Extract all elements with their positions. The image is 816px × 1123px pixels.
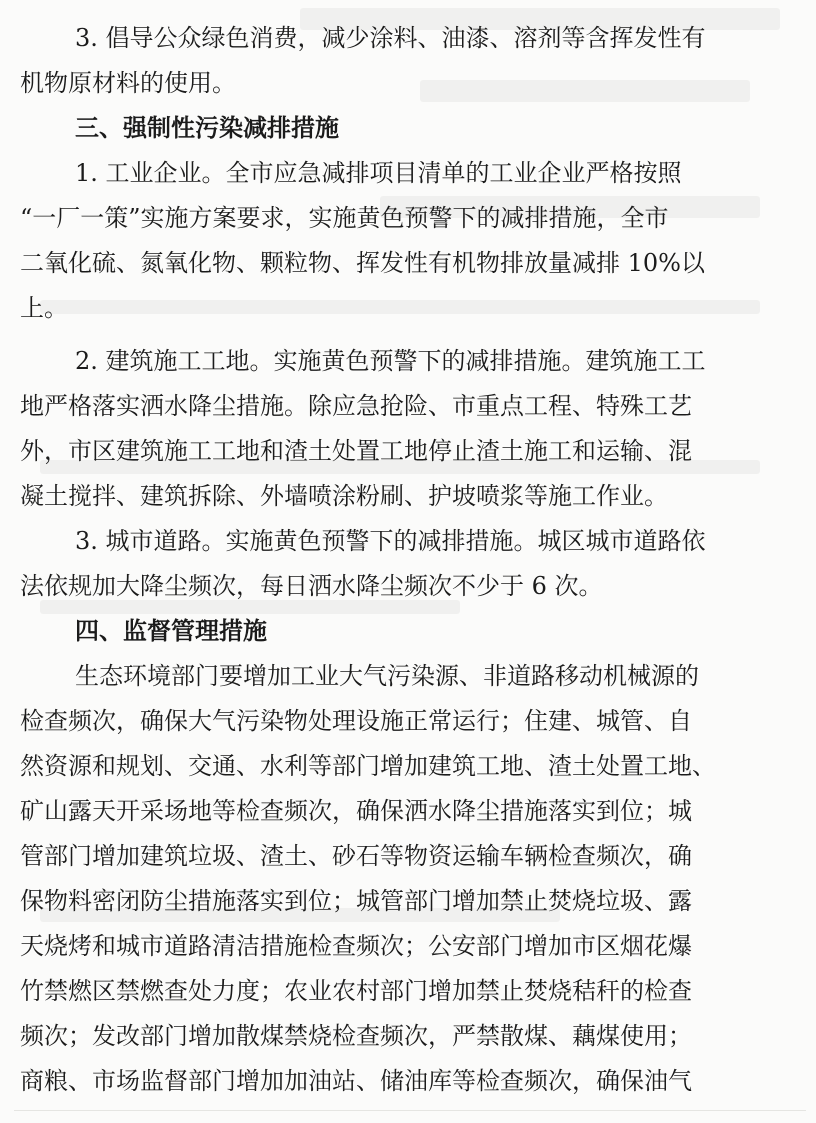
section-heading: 四、监督管理措施	[75, 617, 267, 645]
text-line: 二氧化硫、氮氧化物、颗粒物、挥发性有机物排放量减排 10%以	[20, 249, 705, 277]
text-line: 商粮、市场监督部门增加加油站、储油库等检查频次，确保油气	[20, 1067, 692, 1095]
text-line: 管部门增加建筑垃圾、渣土、砂石等物资运输车辆检查频次，确	[20, 842, 692, 870]
text-line: 保物料密闭防尘措施落实到位；城管部门增加禁止焚烧垃圾、露	[20, 887, 692, 915]
text-line: 2. 建筑施工工地。实施黄色预警下的减排措施。建筑施工工	[75, 347, 706, 375]
section-heading: 三、强制性污染减排措施	[75, 114, 339, 142]
text-line: 地严格落实洒水降尘措施。除应急抢险、市重点工程、特殊工艺	[20, 392, 692, 420]
text-line: 生态环境部门要增加工业大气污染源、非道路移动机械源的	[75, 662, 699, 690]
text-line: “一厂一策”实施方案要求，实施黄色预警下的减排措施，全市	[20, 204, 669, 232]
text-line: 法依规加大降尘频次，每日洒水降尘频次不少于 6 次。	[20, 572, 603, 600]
document-body	[20, 16, 765, 1104]
text-line: 凝土搅拌、建筑拆除、外墙喷涂粉刷、护坡喷浆等施工作业。	[20, 482, 668, 510]
text-line: 外，市区建筑施工工地和渣土处置工地停止渣土施工和运输、混	[20, 437, 692, 465]
text-line: 3. 城市道路。实施黄色预警下的减排措施。城区城市道路依	[75, 527, 706, 555]
text-line: 机物原材料的使用。	[20, 69, 236, 97]
text-line: 检查频次，确保大气污染物处理设施正常运行；住建、城管、自	[20, 707, 692, 735]
text-line: 竹禁燃区禁燃查处力度；农业农村部门增加禁止焚烧秸秆的检查	[20, 977, 692, 1005]
text-line: 矿山露天开采场地等检查频次，确保洒水降尘措施落实到位；城	[20, 797, 692, 825]
text-line: 3. 倡导公众绿色消费，减少涂料、油漆、溶剂等含挥发性有	[75, 24, 706, 52]
text-line: 1. 工业企业。全市应急减排项目清单的工业企业严格按照	[75, 159, 682, 187]
text-line: 然资源和规划、交通、水利等部门增加建筑工地、渣土处置工地、	[20, 752, 716, 780]
page-bottom-edge	[14, 1110, 806, 1111]
text-line: 天烧烤和城市道路清洁措施检查频次；公安部门增加市区烟花爆	[20, 932, 692, 960]
text-line: 上。	[20, 294, 68, 322]
paragraph-gap	[20, 331, 765, 339]
text-line: 频次；发改部门增加散煤禁烧检查频次，严禁散煤、藕煤使用；	[20, 1022, 692, 1050]
